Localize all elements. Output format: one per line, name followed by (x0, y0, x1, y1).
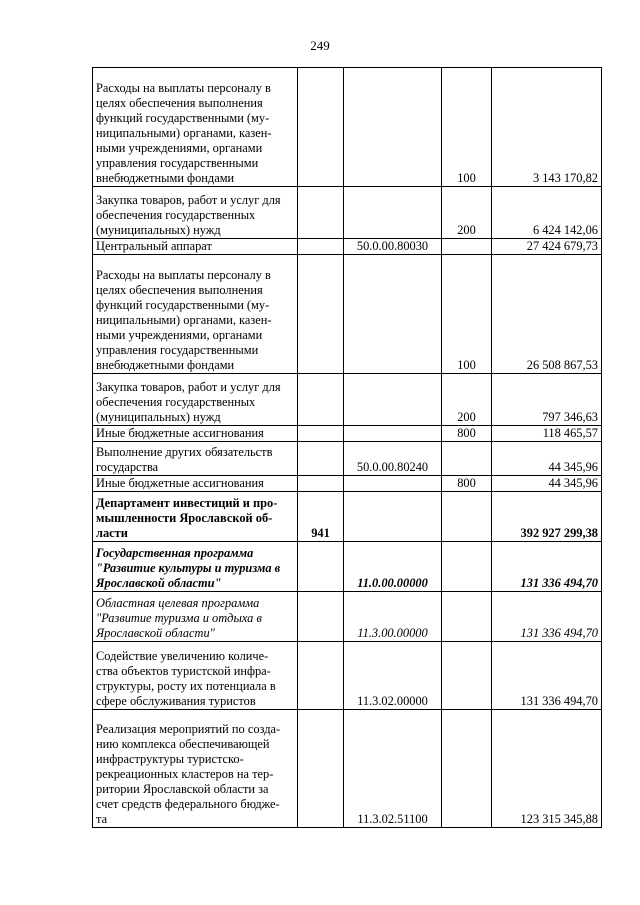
table-row (93, 187, 602, 239)
table-row (93, 492, 602, 542)
row-vr-cell (442, 442, 492, 476)
row-amount-cell: 27 424 679,73 (492, 239, 602, 255)
row-dept-cell (298, 476, 344, 492)
row-code-cell: 50.0.00.80030 (344, 239, 442, 255)
row-vr-cell (442, 239, 492, 255)
row-amount-cell: 797 346,63 (492, 374, 602, 426)
row-vr-cell: 200 (442, 374, 492, 426)
budget-table-body (93, 68, 602, 828)
table-row (93, 642, 602, 710)
row-vr-cell (442, 492, 492, 542)
budget-table (92, 67, 602, 828)
row-name-cell: Реализация мероприятий по созда- нию комплекса обеспечивающей инфраструктуры туристско- рекреационных кластеров на тер- ритории Ярославской области за счет средств федерального бюдже- та (93, 710, 298, 828)
table-row (93, 374, 602, 426)
row-vr-cell (442, 710, 492, 828)
row-vr-cell (442, 542, 492, 592)
row-code-cell: 50.0.00.80240 (344, 442, 442, 476)
row-amount-cell: 131 336 494,70 (492, 542, 602, 592)
table-row (93, 592, 602, 642)
row-dept-cell (298, 592, 344, 642)
row-name-cell: Расходы на выплаты персоналу в целях обеспечения выполнения функций государственными (му- ниципальными) органами, казен- ными учреждениями, органами управления государственными внебюджетными фондами (93, 68, 298, 187)
row-name-cell: Закупка товаров, работ и услуг для обеспечения государственных (муниципальных) нужд (93, 374, 298, 426)
row-vr-cell: 100 (442, 68, 492, 187)
row-code-cell (344, 68, 442, 187)
row-name-cell: Центральный аппарат (93, 239, 298, 255)
row-code-cell (344, 426, 442, 442)
row-name-cell: Департамент инвестиций и про- мышленности Ярославской об- ласти (93, 492, 298, 542)
row-code-cell (344, 476, 442, 492)
row-vr-cell (442, 642, 492, 710)
row-amount-cell: 131 336 494,70 (492, 642, 602, 710)
row-name-cell: Выполнение других обязательств государства (93, 442, 298, 476)
table-row (93, 239, 602, 255)
row-dept-cell (298, 442, 344, 476)
row-name-cell: Иные бюджетные ассигнования (93, 476, 298, 492)
row-vr-cell (442, 592, 492, 642)
table-row (93, 426, 602, 442)
row-dept-cell (298, 68, 344, 187)
row-code-cell: 11.0.00.00000 (344, 542, 442, 592)
row-vr-cell: 800 (442, 476, 492, 492)
row-code-cell (344, 187, 442, 239)
row-code-cell: 11.3.02.00000 (344, 642, 442, 710)
row-amount-cell: 118 465,57 (492, 426, 602, 442)
row-name-cell: Областная целевая программа "Развитие туризма и отдыха в Ярославской области" (93, 592, 298, 642)
row-name-cell: Иные бюджетные ассигнования (93, 426, 298, 442)
table-row (93, 442, 602, 476)
row-amount-cell: 392 927 299,38 (492, 492, 602, 542)
row-vr-cell: 800 (442, 426, 492, 442)
row-amount-cell: 131 336 494,70 (492, 592, 602, 642)
row-amount-cell: 123 315 345,88 (492, 710, 602, 828)
row-amount-cell: 6 424 142,06 (492, 187, 602, 239)
table-row (93, 476, 602, 492)
row-code-cell: 11.3.00.00000 (344, 592, 442, 642)
row-code-cell (344, 492, 442, 542)
row-dept-cell (298, 642, 344, 710)
table-row (93, 68, 602, 187)
row-dept-cell (298, 239, 344, 255)
table-row (93, 542, 602, 592)
row-name-cell: Расходы на выплаты персоналу в целях обеспечения выполнения функций государственными (му- ниципальными) органами, казен- ными учреждениями, органами управления государственными внебюджетными фондами (93, 255, 298, 374)
row-vr-cell: 200 (442, 187, 492, 239)
row-dept-cell (298, 374, 344, 426)
table-row (93, 255, 602, 374)
row-amount-cell: 44 345,96 (492, 476, 602, 492)
row-dept-cell (298, 255, 344, 374)
row-dept-cell (298, 542, 344, 592)
row-name-cell: Содействие увеличению количе- ства объектов туристской инфра- структуры, росту их потенциала в сфере обслуживания туристов (93, 642, 298, 710)
row-code-cell (344, 255, 442, 374)
row-amount-cell: 3 143 170,82 (492, 68, 602, 187)
row-dept-cell (298, 710, 344, 828)
row-name-cell: Закупка товаров, работ и услуг для обеспечения государственных (муниципальных) нужд (93, 187, 298, 239)
row-vr-cell: 100 (442, 255, 492, 374)
row-code-cell (344, 374, 442, 426)
row-amount-cell: 44 345,96 (492, 442, 602, 476)
page-number: 249 (310, 38, 330, 53)
row-code-cell: 11.3.02.51100 (344, 710, 442, 828)
row-dept-cell (298, 187, 344, 239)
row-name-cell: Государственная программа "Развитие культуры и туризма в Ярославской области" (93, 542, 298, 592)
row-amount-cell: 26 508 867,53 (492, 255, 602, 374)
row-dept-cell (298, 426, 344, 442)
table-row (93, 710, 602, 828)
row-dept-cell: 941 (298, 492, 344, 542)
